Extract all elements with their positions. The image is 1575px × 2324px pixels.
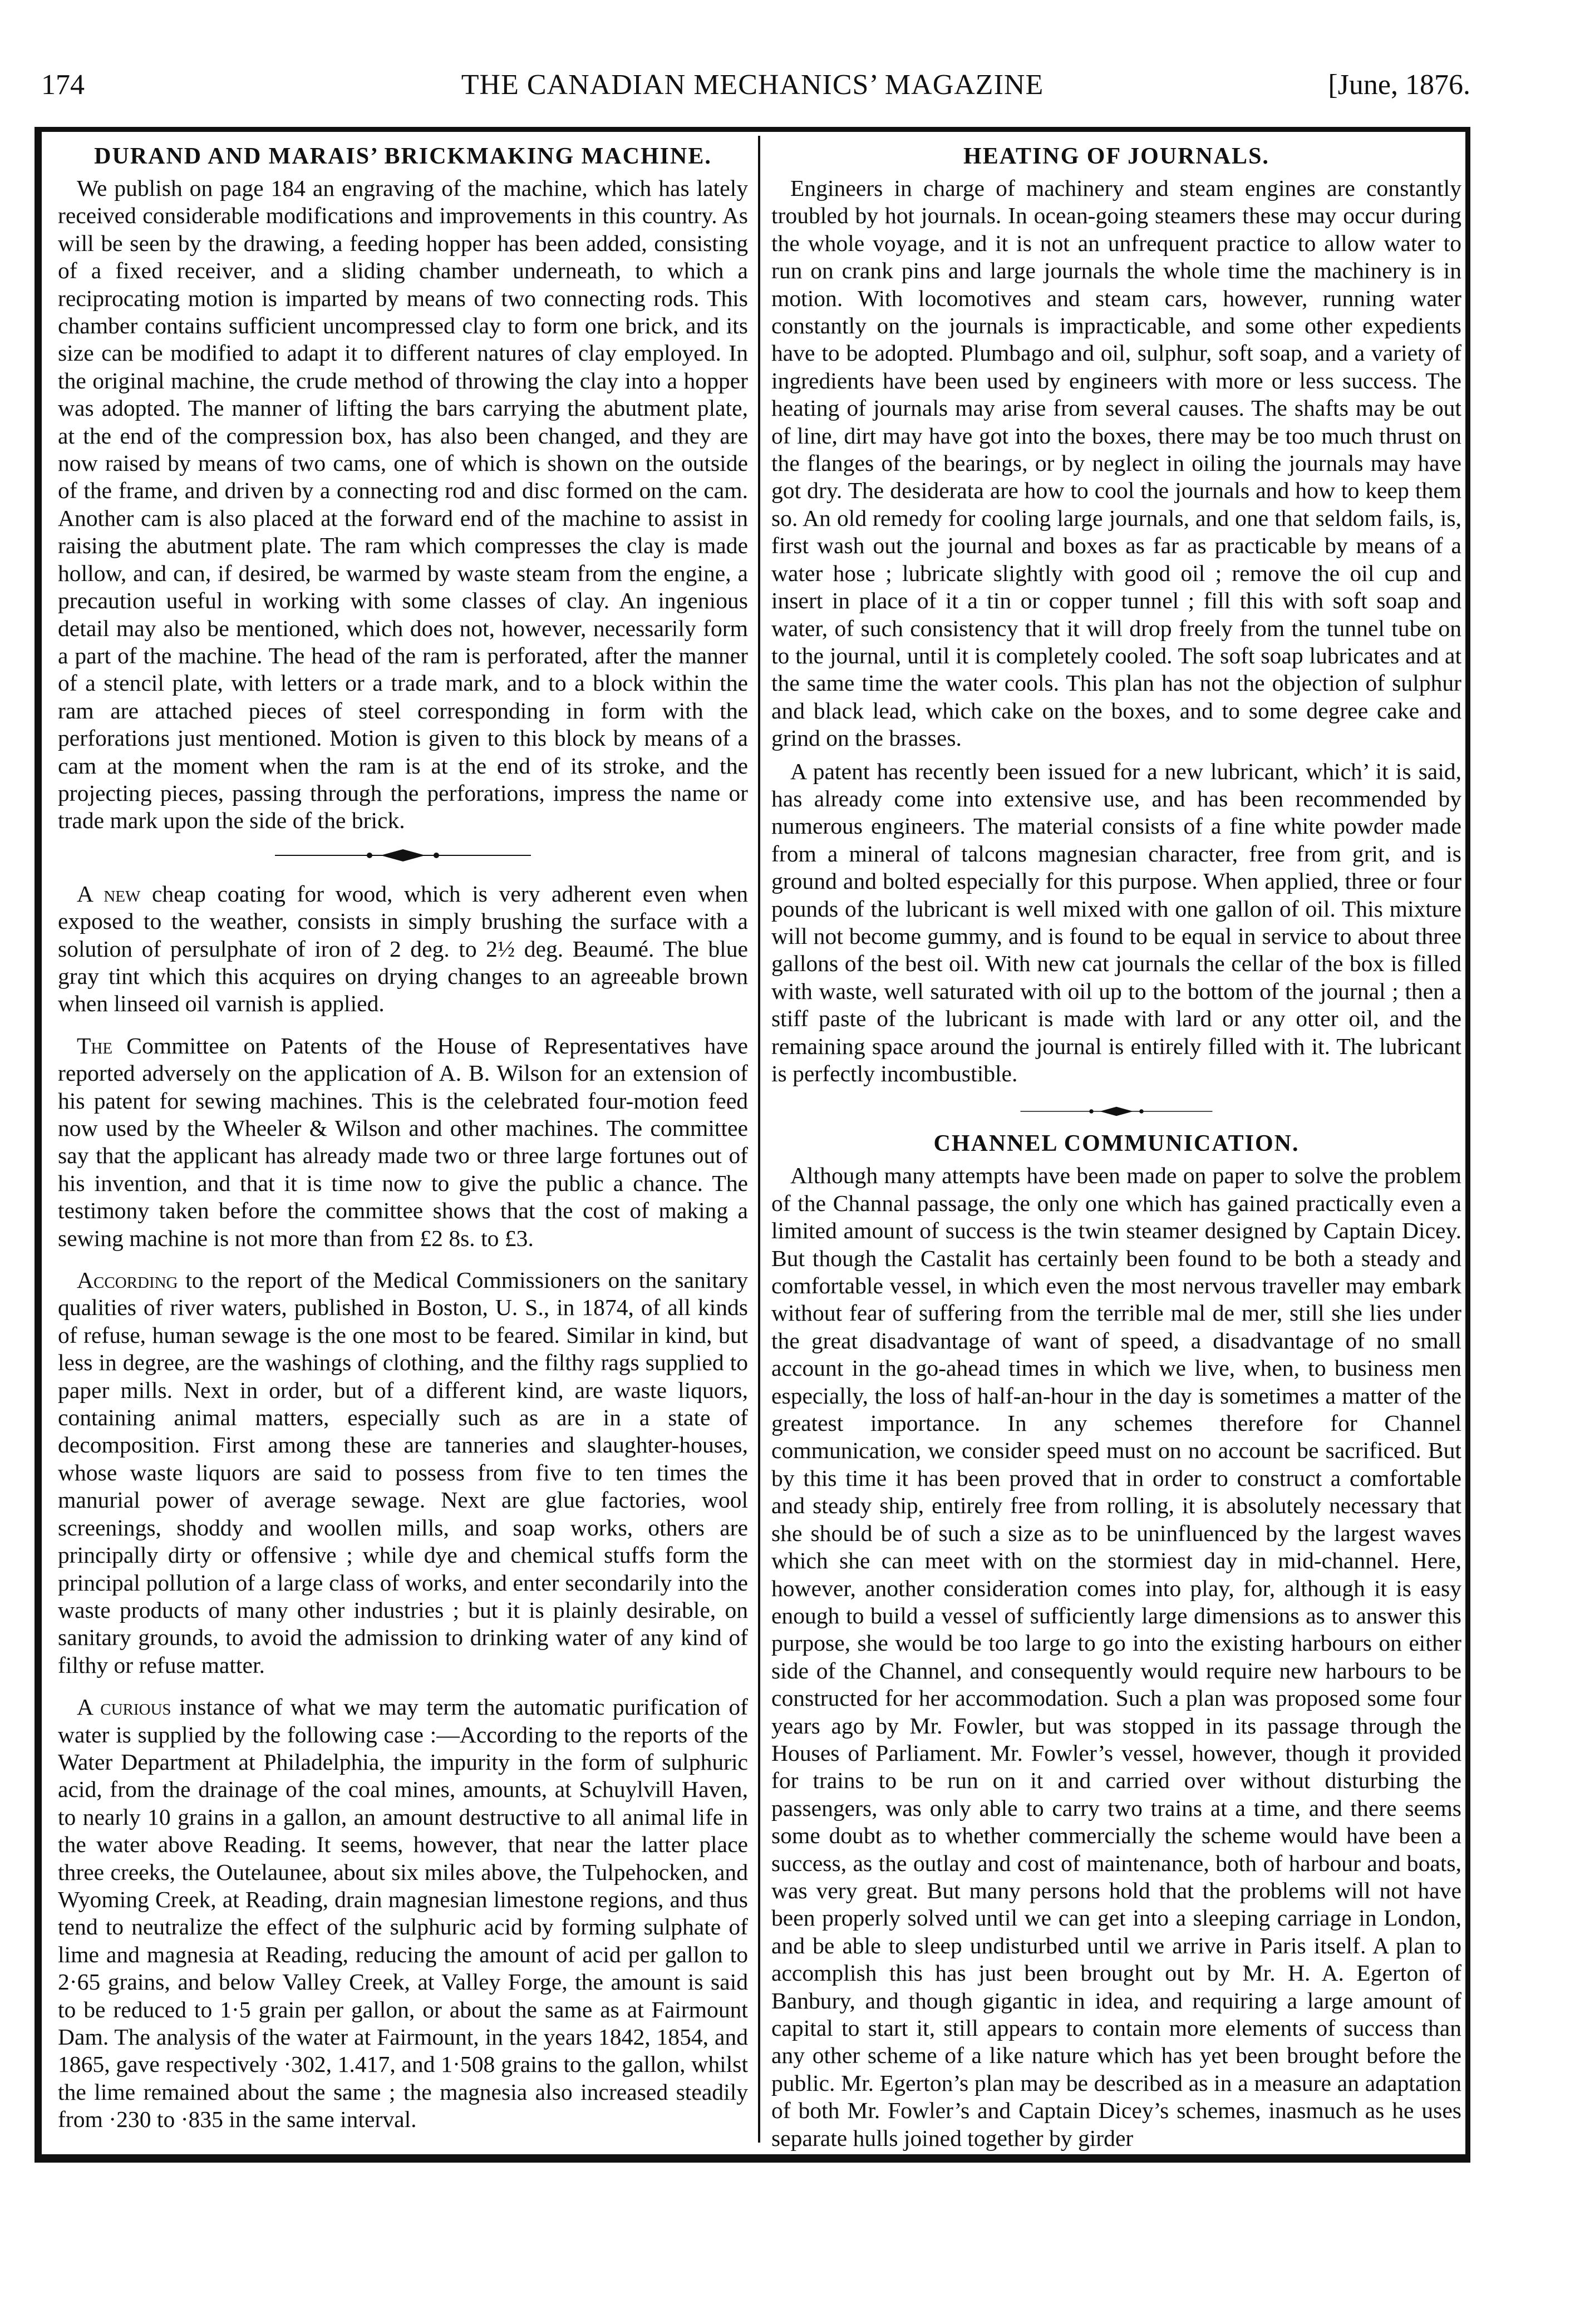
paragraph-text: to the report of the Medical Commissioners on the sanitary qualities of river waters, published in Boston, U. S., in 1874, of all kinds of refuse, human sewage is the one most to be feared. Similar in kind, but less in degree, are the washings of clothing, and the filthy rags supplied to paper mills. Next in order, but of a different kind, are waste liquors, containing animal matters, especially such as are in a state of decomposition. First among these are tanneries and slaughter-houses, whose waste liquors are said to possess from five to ten times the manurial power of average sewage. Next are glue factories, wool screenings, shoddy and woollen mills, and soap works, others are principally dirty or offensive ; while dye and chemical stuffs form the principal pollution of a large class of works, and enter secondarily into the waste products of many other industries ; but it is plainly desirable, on sanitary grounds, to avoid the admission to drinking water of any kind of filthy or refuse matter. — [58, 1267, 748, 1678]
article-paragraph: A patent has recently been issued for a new lubricant, which’ it is said, has already come into extensive use, and has been recommended by numerous engineers. The material consists of a fine white powder made from a mineral of talcons magnesian character, free from grit, and is ground and bolted especially for this purpose. When applied, three or four pounds of the lubricant is well mixed with one gallon of oil. This mixture will not become gummy, and is found to be equal in service to about three gallons of the best oil. With new cat journals the cellar of the box is filled with waste, well saturated with oil up to the bottom of the journal ; then a stiff paste of the lubricant is made with lard or any otter oil, and the remaining space around the journal is entirely filled with it. The lubricant is perfectly incombustible. — [771, 758, 1461, 1086]
paragraph-wood-coating — [58, 880, 748, 1018]
left-column — [58, 139, 748, 2133]
paragraph-lead: A curious — [77, 1694, 171, 1720]
section-flourish-ornament — [269, 846, 537, 865]
article-title-channel-communication: CHANNEL COMMUNICATION. — [933, 1131, 1300, 1157]
paragraph-patents-committee — [58, 1032, 748, 1252]
paragraph-text: Committee on Patents of the House of Representatives have reported adversely on the application of A. B. Wilson for an extension of his patent for sewing machines. This is the celebrated four-motion feed now used by the Wheeler & Wilson and other machines. The committee say that the applicant has already made two or three large fortunes out of his invention, and that it is time now to give the public a chance. The testimony taken before the committee shows that the cost of making a sewing machine is not more than from £2 8s. to £3. — [58, 1032, 748, 1251]
article-paragraph: Engineers in charge of machinery and steam engines are constantly troubled by hot journals. In ocean-going steamers these may occur during the whole voyage, and it is not an unfrequent practice to allow water to run on crank pins and large journals the whole time the machinery is in motion. With locomotives and steam cars, however, running water constantly on the journals is impracticable, and some other expedients have to be adopted. Plumbago and oil, sulphur, soft soap, and a variety of ingredients have been used by engineers with more or less success. The heating of journals may arise from several causes. The shafts may be out of line, dirt may have got into the boxes, there may be too much thrust on the flanges of the bearings, or by neglect in oiling the journals may have got dry. The desiderata are how to cool the journals and how to keep them so. An old remedy for cooling large journals, and one that seldom fails, is, first wash out the journal and boxes as far as practicable by means of a water hose ; lubricate slightly with good oil ; remove the oil cup and insert in place of it a tin or copper tunnel ; fill this with soft soap and water, of such consistency that it will drop freely from the tunnel tube on to the journal, until it is completely cooled. The soft soap lubricates and at the same time the water cools. This plan has not the objection of sulphur and black lead, which cake on the boxes, and to some degree cake and grind on the brasses. — [771, 175, 1461, 751]
article-title-brickmaking: DURAND AND MARAIS’ BRICKMAKING MACHINE. — [94, 144, 712, 169]
paragraph-lead: The — [77, 1032, 113, 1058]
column-divider — [758, 136, 760, 2143]
article-title-heating-journals: HEATING OF JOURNALS. — [963, 144, 1269, 169]
paragraph-sanitary-waters — [58, 1267, 748, 1679]
issue-date: [June, 1876. — [1328, 69, 1470, 101]
section-flourish-ornament — [1016, 1102, 1217, 1121]
article-body-brickmaking: We publish on page 184 an engraving of the machine, which has lately received considerable modifications and improvements in this country. As will be seen by the drawing, a feeding hopper has been added, consisting of a fixed receiver, and a sliding chamber underneath, to which a reciprocating motion is imparted by means of two connecting rods. This chamber contains sufficient uncompressed clay to form one brick, and its size can be modified to adapt it to different natures of clay employed. In the original machine, the crude method of throwing the clay into a hopper was adopted. The manner of lifting the bars carrying the abutment plate, at the end of the compression box, has also been changed, and they are now raised by means of two cams, one of which is shown on the outside of the frame, and driven by a connecting rod and disc formed on the cam. Another cam is also placed at the forward end of the machine to assist in raising the abutment plate. The ram which compresses the clay is made hollow, and can, if desired, be warmed by waste steam from the engine, a precaution useful in working with some classes of clay. An ingenious detail may also be mentioned, which does not, however, necessarily form a part of the machine. The head of the ram is perforated, after the manner of a stencil plate, with letters or a trade mark, and to a block within the ram are attached pieces of steel corresponding in form with the perforations just mentioned. Motion is given to this block by means of a cam at the moment when the ram is at the end of its stroke, and the projecting pieces, passing through the perforations, impress the name or trade mark upon the side of the brick. — [58, 175, 748, 834]
paragraph-water-purification — [58, 1693, 748, 2134]
paragraph-lead: A new — [77, 880, 141, 907]
paragraph-text: cheap coating for wood, which is very adherent even when exposed to the weather, consists in simply brushing the surface with a solution of persulphate of iron of 2 deg. to 2½ deg. Beaumé. The blue gray tint which this acquires on drying changes to an agreeable brown when linseed oil varnish is applied. — [58, 880, 748, 1017]
right-column — [771, 139, 1461, 2151]
paragraph-lead: According — [77, 1267, 178, 1293]
magazine-title: THE CANADIAN MECHANICS’ MAGAZINE — [461, 69, 1044, 101]
page-header — [35, 66, 1470, 105]
article-paragraph: Although many attempts have been made on paper to solve the problem of the Channal passage, the only one which has gained practically even a limited amount of success is the twin steamer designed by Captain Dicey. But though the Castalit has certainly been found to be both a steady and comfortable vessel, in which even the most nervous traveller may embark without fear of suffering from the terrible mal de mer, still she lies under the great disadvantage of want of speed, a disadvantage of no small account in the go-ahead times in which we live, when, to business men especially, the loss of half-an-hour in the day is sometimes a matter of the greatest importance. In any schemes therefore for Channel communication, we consider speed must on no account be sacrificed. But by this time it has been proved that in order to construct a comfortable and steady ship, entirely free from rolling, it is absolutely necessary that she should be of such a size as to be uninfluenced by the largest waves which she can meet with on the stormiest day in mid-channel. Here, however, another consideration comes into play, for, although it is easy enough to build a vessel of sufficiently large dimensions as to answer this purpose, she would be too large to go into the existing harbours on either side of the Channel, and consequently would require new harbours to be constructed for her accommodation. Such a plan was proposed some four years ago by Mr. Fowler, but was stopped in its passage through the Houses of Parliament. Mr. Fowler’s vessel, however, though it provided for trains to be run on it and carried over without disturbing the passengers, was only able to carry two trains at a time, and there seems some doubt as to whether commercially the scheme would have been a success, as the outlay and cost of maintenance, both of harbour and boats, was very great. But many persons hold that the problems will not have been properly solved until we can get into a sleeping carriage in London, and be able to sleep undisturbed until we arrive in Paris itself. A plan to accomplish this has just been brought out by Mr. H. A. Egerton of Banbury, and though gigantic in idea, and requiring a large amount of capital to start it, still appears to contain more elements of success than any other scheme of a like nature which has yet been brought before the public. Mr. Egerton’s plan may be described as in a measure an adaptation of both Mr. Fowler’s and Captain Dicey’s schemes, inasmuch as he uses separate hulls joined together by girder — [771, 1163, 1461, 2151]
page-number: 174 — [41, 69, 85, 101]
paragraph-text: instance of what we may term the automatic purification of water is supplied by the following case :—According to the reports of the Water Department at Philadelphia, the impurity in the form of sulphuric acid, from the drainage of the coal mines, amounts, at Schuylvill Haven, to nearly 10 grains in a gallon, an amount destructive to all animal life in the water above Reading. It seems, however, that near the latter place three creeks, the Outelaunee, about six miles above, the Tulpehocken, and Wyoming Creek, at Reading, drain magnesian limestone regions, and thus tend to neutralize the effect of the sulphuric acid by forming sulphate of lime and magnesia at Reading, reducing the amount of acid per gallon to 2·65 grains, and below Valley Creek, at Valley Forge, the amount is said to be reduced to 1·5 grain per gallon, or about the same as at Fairmount Dam. The analysis of the water at Fairmount, in the years 1842, 1854, and 1865, gave respectively ·302, 1.417, and 1·508 grains to the gallon, whilst the lime remained about the same ; the magnesia also increased steadily from ·230 to ·835 in the same interval. — [58, 1694, 748, 2133]
